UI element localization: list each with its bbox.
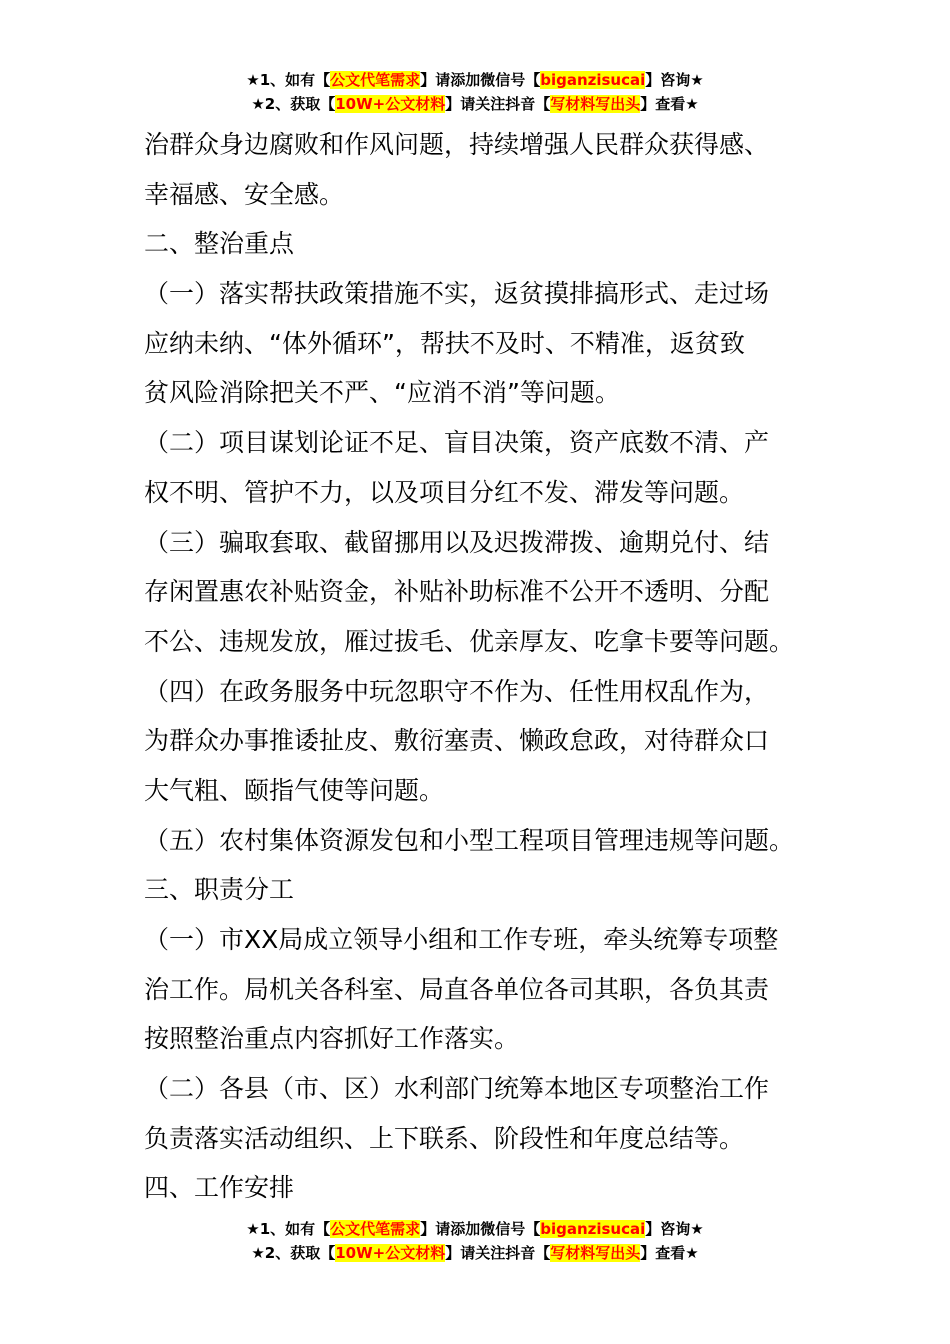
body-line: 权不明、管护不力，以及项目分红不发、滞发等问题。 [144,477,745,507]
document-body [144,120,808,1213]
section-heading: 四、工作安排 [144,1173,295,1203]
body-line: 存闲置惠农补贴资金，补贴补助标准不公开不透明、分配 [144,577,770,607]
body-line: （四）在政务服务中玩忽职守不作为、任性用权乱作为， [144,676,770,706]
body-line: 为群众办事推诿扯皮、敷衍塞责、懒政怠政，对待群众口 [144,726,770,756]
promo-text: 】请添加微信号【 [420,71,541,89]
body-line: （二）各县（市、区）水利部门统筹本地区专项整治工作 [144,1074,770,1104]
douyin-account-highlight: 写材料写出头 [550,1244,641,1262]
promo-highlight: 公文代笔需求 [330,71,421,89]
wechat-id-highlight: biganzisucai [540,1220,646,1238]
body-line: 治群众身边腐败和作风问题，持续增强人民群众获得感、 [144,130,770,159]
promo-text: ★2、获取【 [251,1244,336,1262]
promo-text: 】咨询★ [645,71,704,89]
body-line: 治工作。局机关各科室、局直各单位各司其职，各负其责 [144,974,770,1004]
promo-text: ★2、获取【 [251,95,336,113]
body-line: 贫风险消除把关不严、“应消不消”等问题。 [144,378,620,408]
promo-line-1 [0,1217,950,1241]
wechat-id-highlight: biganzisucai [540,71,646,89]
body-line: （一）落实帮扶政策措施不实，返贫摸排搞形式、走过场 [144,279,770,309]
body-line: 负责落实活动组织、上下联系、阶段性和年度总结等。 [144,1123,745,1153]
promo-text: ★1、如有【 [246,1220,331,1238]
section-heading: 三、职责分工 [144,875,295,905]
promo-text: 】查看★ [640,95,699,113]
douyin-account-highlight: 写材料写出头 [550,95,641,113]
promo-text: 】查看★ [640,1244,699,1262]
body-line: （三）骗取套取、截留挪用以及迟拨滞拨、逾期兑付、结 [144,527,770,557]
promo-text: 】请添加微信号【 [420,1220,541,1238]
promo-text: 】请关注抖音【 [445,95,551,113]
body-line: （二）项目谋划论证不足、盲目决策，资产底数不清、产 [144,428,770,458]
promo-highlight: 10W+公文材料 [335,1244,446,1262]
body-line: （一）市XX局成立领导小组和工作专班，牵头统筹专项整 [144,925,779,954]
promo-highlight: 10W+公文材料 [335,95,446,113]
body-line: 幸福感、安全感。 [144,179,345,209]
promo-line-2 [0,1241,950,1265]
promo-line-2 [0,92,950,116]
promo-text: 】请关注抖音【 [445,1244,551,1262]
promo-line-1 [0,68,950,92]
promo-text: ★1、如有【 [246,71,331,89]
promo-text: 】咨询★ [645,1220,704,1238]
body-line: 应纳未纳、“体外循环”，帮扶不及时、不精准，返贫致 [144,328,745,358]
body-line: 不公、违规发放，雁过拔毛、优亲厚友、吃拿卡要等问题。 [144,626,795,656]
body-line: 大气粗、颐指气使等问题。 [144,775,445,805]
body-line: （五）农村集体资源发包和小型工程项目管理违规等问题。 [144,825,795,855]
section-heading: 二、整治重点 [144,229,295,259]
promo-banner-top [0,68,950,116]
promo-banner-bottom [0,1217,950,1265]
promo-highlight: 公文代笔需求 [330,1220,421,1238]
body-line: 按照整治重点内容抓好工作落实。 [144,1024,520,1054]
